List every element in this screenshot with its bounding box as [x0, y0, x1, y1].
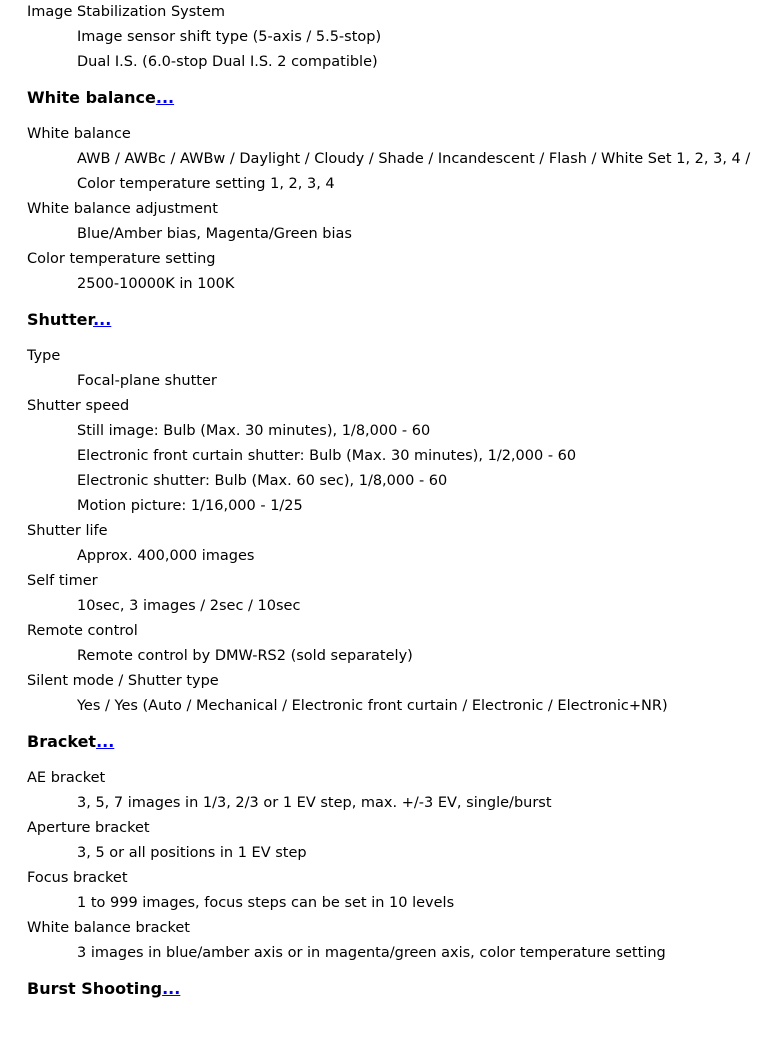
section-heading: [27, 307, 775, 332]
spec-term: White balance: [27, 126, 131, 142]
spec-term: Image Stabilization System: [27, 4, 226, 20]
spec-value: 1 to 999 images, focus steps can be set in 10 levels: [77, 895, 455, 911]
section-more-link[interactable]: ...: [93, 310, 112, 329]
spec-term: Remote control: [27, 623, 138, 639]
spec-value: Blue/Amber bias, Magenta/Green bias: [77, 226, 352, 242]
spec-term: Focus bracket: [27, 870, 128, 886]
spec-value: Color temperature setting 1, 2, 3, 4: [77, 176, 335, 192]
section-heading-text: Shutter: [27, 310, 94, 329]
spec-value: Motion picture: 1/16,000 - 1/25: [77, 498, 303, 514]
section-bracket: [27, 729, 775, 966]
spec-value: AWB / AWBc / AWBw / Daylight / Cloudy / Shade / Incandescent / Flash / White Set 1, 2, 3, 4 /: [77, 151, 751, 167]
spec-value: 3, 5, 7 images in 1/3, 2/3 or 1 EV step, max. +/-3 EV, single/burst: [77, 795, 552, 811]
spec-term: Aperture bracket: [27, 820, 150, 836]
spec-term: White balance adjustment: [27, 201, 218, 217]
spec-term: Silent mode / Shutter type: [27, 673, 219, 689]
spec-value: Electronic front curtain shutter: Bulb (Max. 30 minutes), 1/2,000 - 60: [77, 448, 577, 464]
spec-value: 10sec, 3 images / 2sec / 10sec: [77, 598, 301, 614]
spec-value: Yes / Yes (Auto / Mechanical / Electronic front curtain / Electronic / Electronic+NR): [77, 698, 668, 714]
spec-term: Shutter life: [27, 523, 108, 539]
section-more-link[interactable]: ...: [96, 732, 115, 751]
spec-value: Still image: Bulb (Max. 30 minutes), 1/8,000 - 60: [77, 423, 431, 439]
section-heading-text: White balance: [27, 88, 156, 107]
spec-value: Focal-plane shutter: [77, 373, 217, 389]
spec-value: 3 images in blue/amber axis or in magenta/green axis, color temperature setting: [77, 945, 666, 961]
section-heading-text: Burst Shooting: [27, 979, 163, 998]
spec-term: White balance bracket: [27, 920, 190, 936]
section-intro: [27, 0, 775, 75]
section-burst-shooting: [27, 976, 775, 1001]
section-heading-text: Bracket: [27, 732, 97, 751]
spec-term: Shutter speed: [27, 398, 130, 414]
spec-term: AE bracket: [27, 770, 106, 786]
section-heading: [27, 976, 775, 1001]
spec-value: Approx. 400,000 images: [77, 548, 255, 564]
spec-value: Image sensor shift type (5-axis / 5.5-stop): [77, 29, 382, 45]
section-heading: [27, 729, 775, 754]
spec-term: Color temperature setting: [27, 251, 216, 267]
section-heading: [27, 85, 775, 110]
spec-value: Electronic shutter: Bulb (Max. 60 sec), 1/8,000 - 60: [77, 473, 448, 489]
section-shutter: [27, 307, 775, 719]
spec-value: Dual I.S. (6.0-stop Dual I.S. 2 compatible): [77, 54, 378, 70]
spec-value: Remote control by DMW-RS2 (sold separately): [77, 648, 413, 664]
spec-term: Self timer: [27, 573, 98, 589]
section-more-link[interactable]: ...: [155, 88, 175, 107]
section-white-balance: [27, 85, 775, 297]
spec-term: Type: [27, 348, 61, 364]
section-more-link[interactable]: ...: [162, 979, 181, 998]
spec-value: 3, 5 or all positions in 1 EV step: [77, 845, 307, 861]
spec-value: 2500-10000K in 100K: [77, 276, 235, 292]
